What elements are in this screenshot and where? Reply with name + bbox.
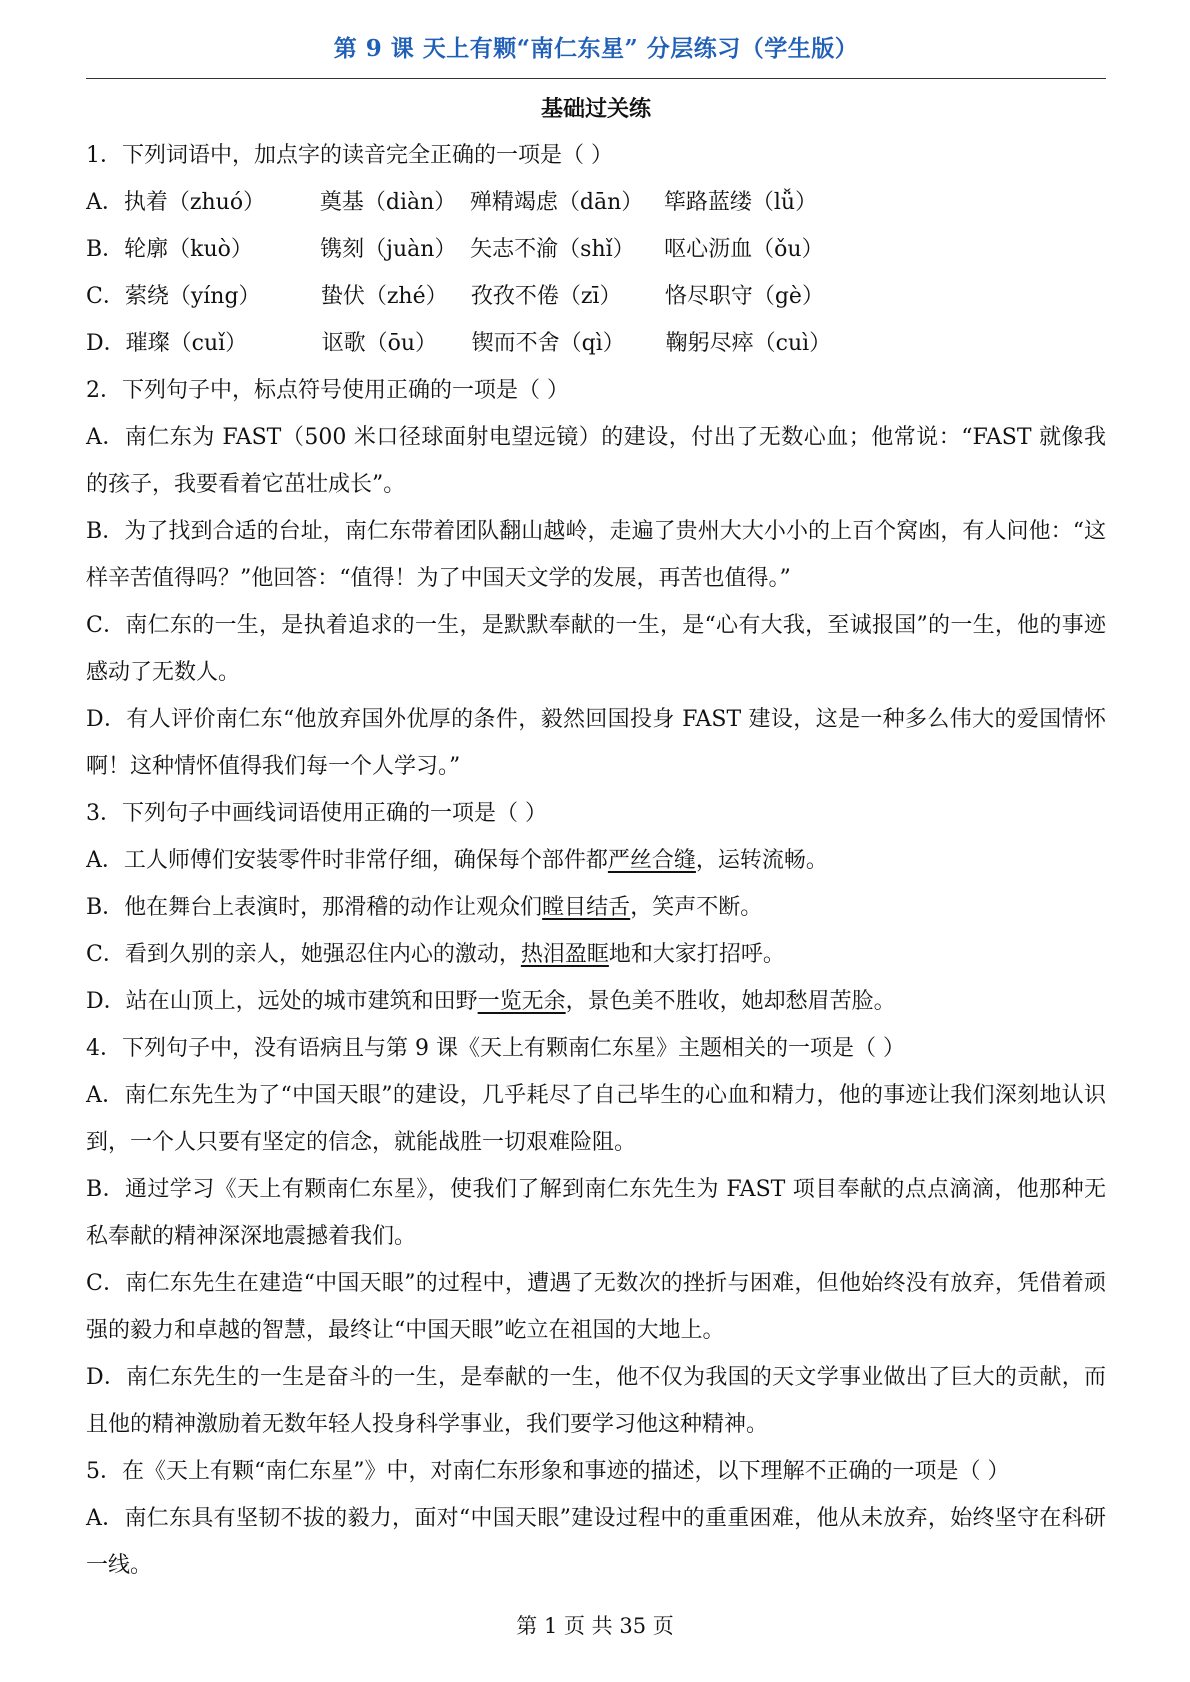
header-divider — [86, 78, 1106, 79]
option-item: 讴歌（ōu） — [321, 331, 438, 356]
option-item: 轮廓（kuò） — [124, 237, 253, 262]
question-4-option-d: D．南仁东先生的一生是奋斗的一生，是奉献的一生，他不仅为我国的天文学事业做出了巨大的贡献，而且他的精神激励着无数年轻人投身科学事业，我们要学习他这种精神。 — [86, 1365, 1106, 1437]
option-item: 萦绕（yíng） — [124, 284, 261, 309]
question-5-option-a: A．南仁东具有坚韧不拔的毅力，面对“中国天眼”建设过程中的重重困难，他从未放弃，始终坚守在科研一线。 — [86, 1506, 1106, 1578]
question-1-option-b — [86, 226, 1106, 273]
option-item: 孜孜不倦（zī） — [470, 284, 622, 309]
option-item: 恪尽职守（gè） — [664, 284, 824, 309]
option-letter: D． — [86, 331, 126, 356]
option-item: 锲而不舍（qì） — [471, 331, 625, 356]
question-4-stem: 4．下列句子中，没有语病且与第 9 课《天上有颗南仁东星》主题相关的一项是（ ） — [86, 1036, 905, 1061]
option-item: 蛰伏（zhé） — [320, 284, 448, 309]
option-text: D．站在山顶上，远处的城市建筑和田野 — [86, 989, 478, 1014]
question-1-option-c — [86, 273, 1106, 320]
question-list — [86, 132, 1106, 1589]
underlined-term: 热泪盈眶 — [520, 942, 609, 967]
question-2-option-d: D．有人评价南仁东“他放弃国外优厚的条件，毅然回国投身 FAST 建设，这是一种多么伟大的爱国情怀啊！这种情怀值得我们每一个人学习。” — [86, 707, 1106, 779]
option-item: 殚精竭虑（dān） — [469, 190, 644, 215]
question-3-option-a — [86, 837, 1106, 884]
question-3-option-b — [86, 884, 1106, 931]
option-item: 筚路蓝缕（lǚ） — [663, 190, 818, 215]
question-4-option-c: C．南仁东先生在建造“中国天眼”的过程中，遭遇了无数次的挫折与困难，但他始终没有放弃，凭借着顽强的毅力和卓越的智慧，最终让“中国天眼”屹立在祖国的大地上。 — [86, 1271, 1106, 1343]
option-item: 璀璨（cuǐ） — [125, 331, 248, 356]
option-text: C．看到久别的亲人，她强忍住内心的激动， — [86, 942, 521, 967]
option-item: 矢志不渝（shǐ） — [470, 237, 635, 262]
option-letter: A． — [86, 190, 124, 215]
question-4-option-b: B．通过学习《天上有颗南仁东星》，使我们了解到南仁东先生为 FAST 项目奉献的点点滴滴，他那种无私奉献的精神深深地震撼着我们。 — [86, 1177, 1106, 1249]
question-3-stem: 3．下列句子中画线词语使用正确的一项是（ ） — [86, 801, 547, 826]
option-item: 镌刻（juàn） — [320, 237, 457, 262]
underlined-term: 严丝合缝 — [607, 848, 696, 873]
option-letter: B． — [86, 237, 125, 262]
option-text: ，运转流畅。 — [695, 848, 828, 873]
option-text: A．工人师傅们安装零件时非常仔细，确保每个部件都 — [86, 848, 608, 873]
option-item: 呕心沥血（ǒu） — [664, 237, 824, 262]
question-2-option-c: C．南仁东的一生，是执着追求的一生，是默默奉献的一生，是“心有大我，至诚报国”的一生，他的事迹感动了无数人。 — [86, 613, 1106, 685]
underlined-term: 瞠目结舌 — [542, 895, 631, 920]
question-1-option-a — [86, 179, 1106, 226]
question-3-option-c — [86, 931, 1106, 978]
question-2-stem: 2．下列句子中，标点符号使用正确的一项是（ ） — [86, 378, 569, 403]
question-2-option-b: B．为了找到合适的台址，南仁东带着团队翻山越岭，走遍了贵州大大小小的上百个窝凼，有人问他：“这样辛苦值得吗？”他回答：“值得！为了中国天文学的发展，再苦也值得。” — [86, 519, 1106, 591]
option-text: ，景色美不胜收，她却愁眉苦脸。 — [565, 989, 896, 1014]
option-text: ，笑声不断。 — [630, 895, 763, 920]
section-title: 基础过关练 — [540, 96, 651, 122]
question-1-stem: 1．下列词语中，加点字的读音完全正确的一项是（ ） — [86, 143, 613, 168]
option-letter: C． — [86, 284, 125, 309]
page-number: 第 1 页 共 35 页 — [516, 1614, 674, 1638]
option-item: 鞠躬尽瘁（cuì） — [665, 331, 832, 356]
option-text: 地和大家打招呼。 — [608, 942, 785, 967]
option-item: 执着（zhuó） — [123, 190, 266, 215]
question-2-option-a: A．南仁东为 FAST（500 米口径球面射电望远镜）的建设，付出了无数心血；他常说：“FAST 就像我的孩子，我要看着它茁壮成长”。 — [86, 425, 1106, 497]
option-text: B．他在舞台上表演时，那滑稽的动作让观众们 — [86, 895, 543, 920]
question-1-option-d — [86, 320, 1106, 367]
question-3-option-d — [86, 978, 1106, 1025]
document-header-title: 第 9 课 天上有颗“南仁东星” 分层练习（学生版） — [333, 35, 859, 62]
option-item: 奠基（diàn） — [319, 190, 457, 215]
question-4-option-a: A．南仁东先生为了“中国天眼”的建设，几乎耗尽了自己毕生的心血和精力，他的事迹让我们深刻地认识到，一个人只要有坚定的信念，就能战胜一切艰难险阻。 — [86, 1083, 1106, 1155]
question-5-stem: 5．在《天上有颗“南仁东星”》中，对南仁东形象和事迹的描述，以下理解不正确的一项是（ ） — [86, 1459, 1010, 1484]
underlined-term: 一览无余 — [477, 989, 566, 1014]
